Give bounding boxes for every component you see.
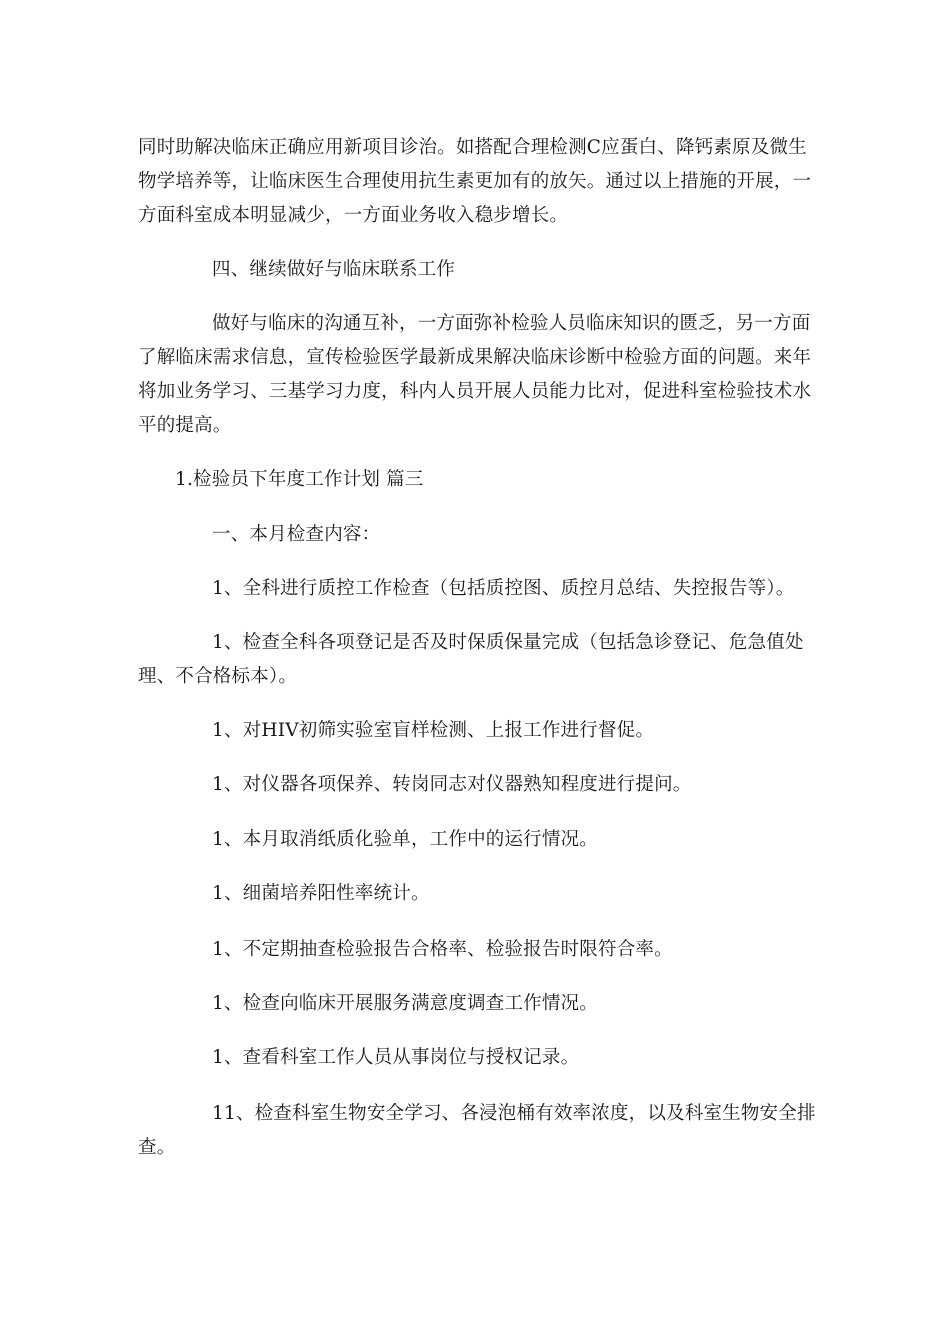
list-item: 1、对HIV初筛实验室盲样检测、上报工作进行督促。 — [212, 720, 655, 741]
section-heading-clinical-liaison: 四、继续做好与临床联系工作 — [212, 259, 456, 280]
list-item: 1、检查向临床开展服务满意度调查工作情况。 — [212, 993, 598, 1014]
paragraph-clinical-application: 同时助解决临床正确应用新项目诊治。如搭配合理检测C应蛋白、降钙素原及微生物学培养等，让临床医生合理使用抗生素更加有的放矢。通过以上措施的开展，一方面科室成本明显减少，一方面业务收入稳步增长。 — [138, 137, 812, 226]
paragraph-clinical-communication: 做好与临床的沟通互补，一方面弥补检验人员临床知识的匮乏，另一方面了解临床需求信息，宣传检验医学最新成果解决临床诊断中检验方面的问题。来年将加业务学习、三基学习力度，科内人员开展人员能力比对，促进科室检验技术水平的提高。 — [138, 313, 812, 436]
list-item: 1、不定期抽查检验报告合格率、检验报告时限符合率。 — [212, 939, 673, 960]
list-item: 1、细菌培养阳性率统计。 — [212, 883, 430, 904]
subheading-monthly-inspection: 一、本月检查内容： — [212, 524, 381, 545]
list-item: 1、查看科室工作人员从事岗位与授权记录。 — [212, 1047, 580, 1068]
list-item: 1、检查全科各项登记是否及时保质保量完成（包括急诊登记、危急值处理、不合格标本）。 — [138, 632, 804, 687]
list-item: 1、对仪器各项保养、转岗同志对仪器熟知程度进行提问。 — [212, 774, 692, 795]
list-item: 1、本月取消纸质化验单，工作中的运行情况。 — [212, 829, 598, 850]
list-item: 11、检查科室生物安全学习、各浸泡桶有效率浓度，以及科室生物安全排查。 — [138, 1103, 816, 1158]
document-section-title: 1.检验员下年度工作计划 篇三 — [175, 469, 424, 490]
list-item: 1、全科进行质控工作检查（包括质控图、质控月总结、失控报告等）。 — [212, 578, 795, 599]
